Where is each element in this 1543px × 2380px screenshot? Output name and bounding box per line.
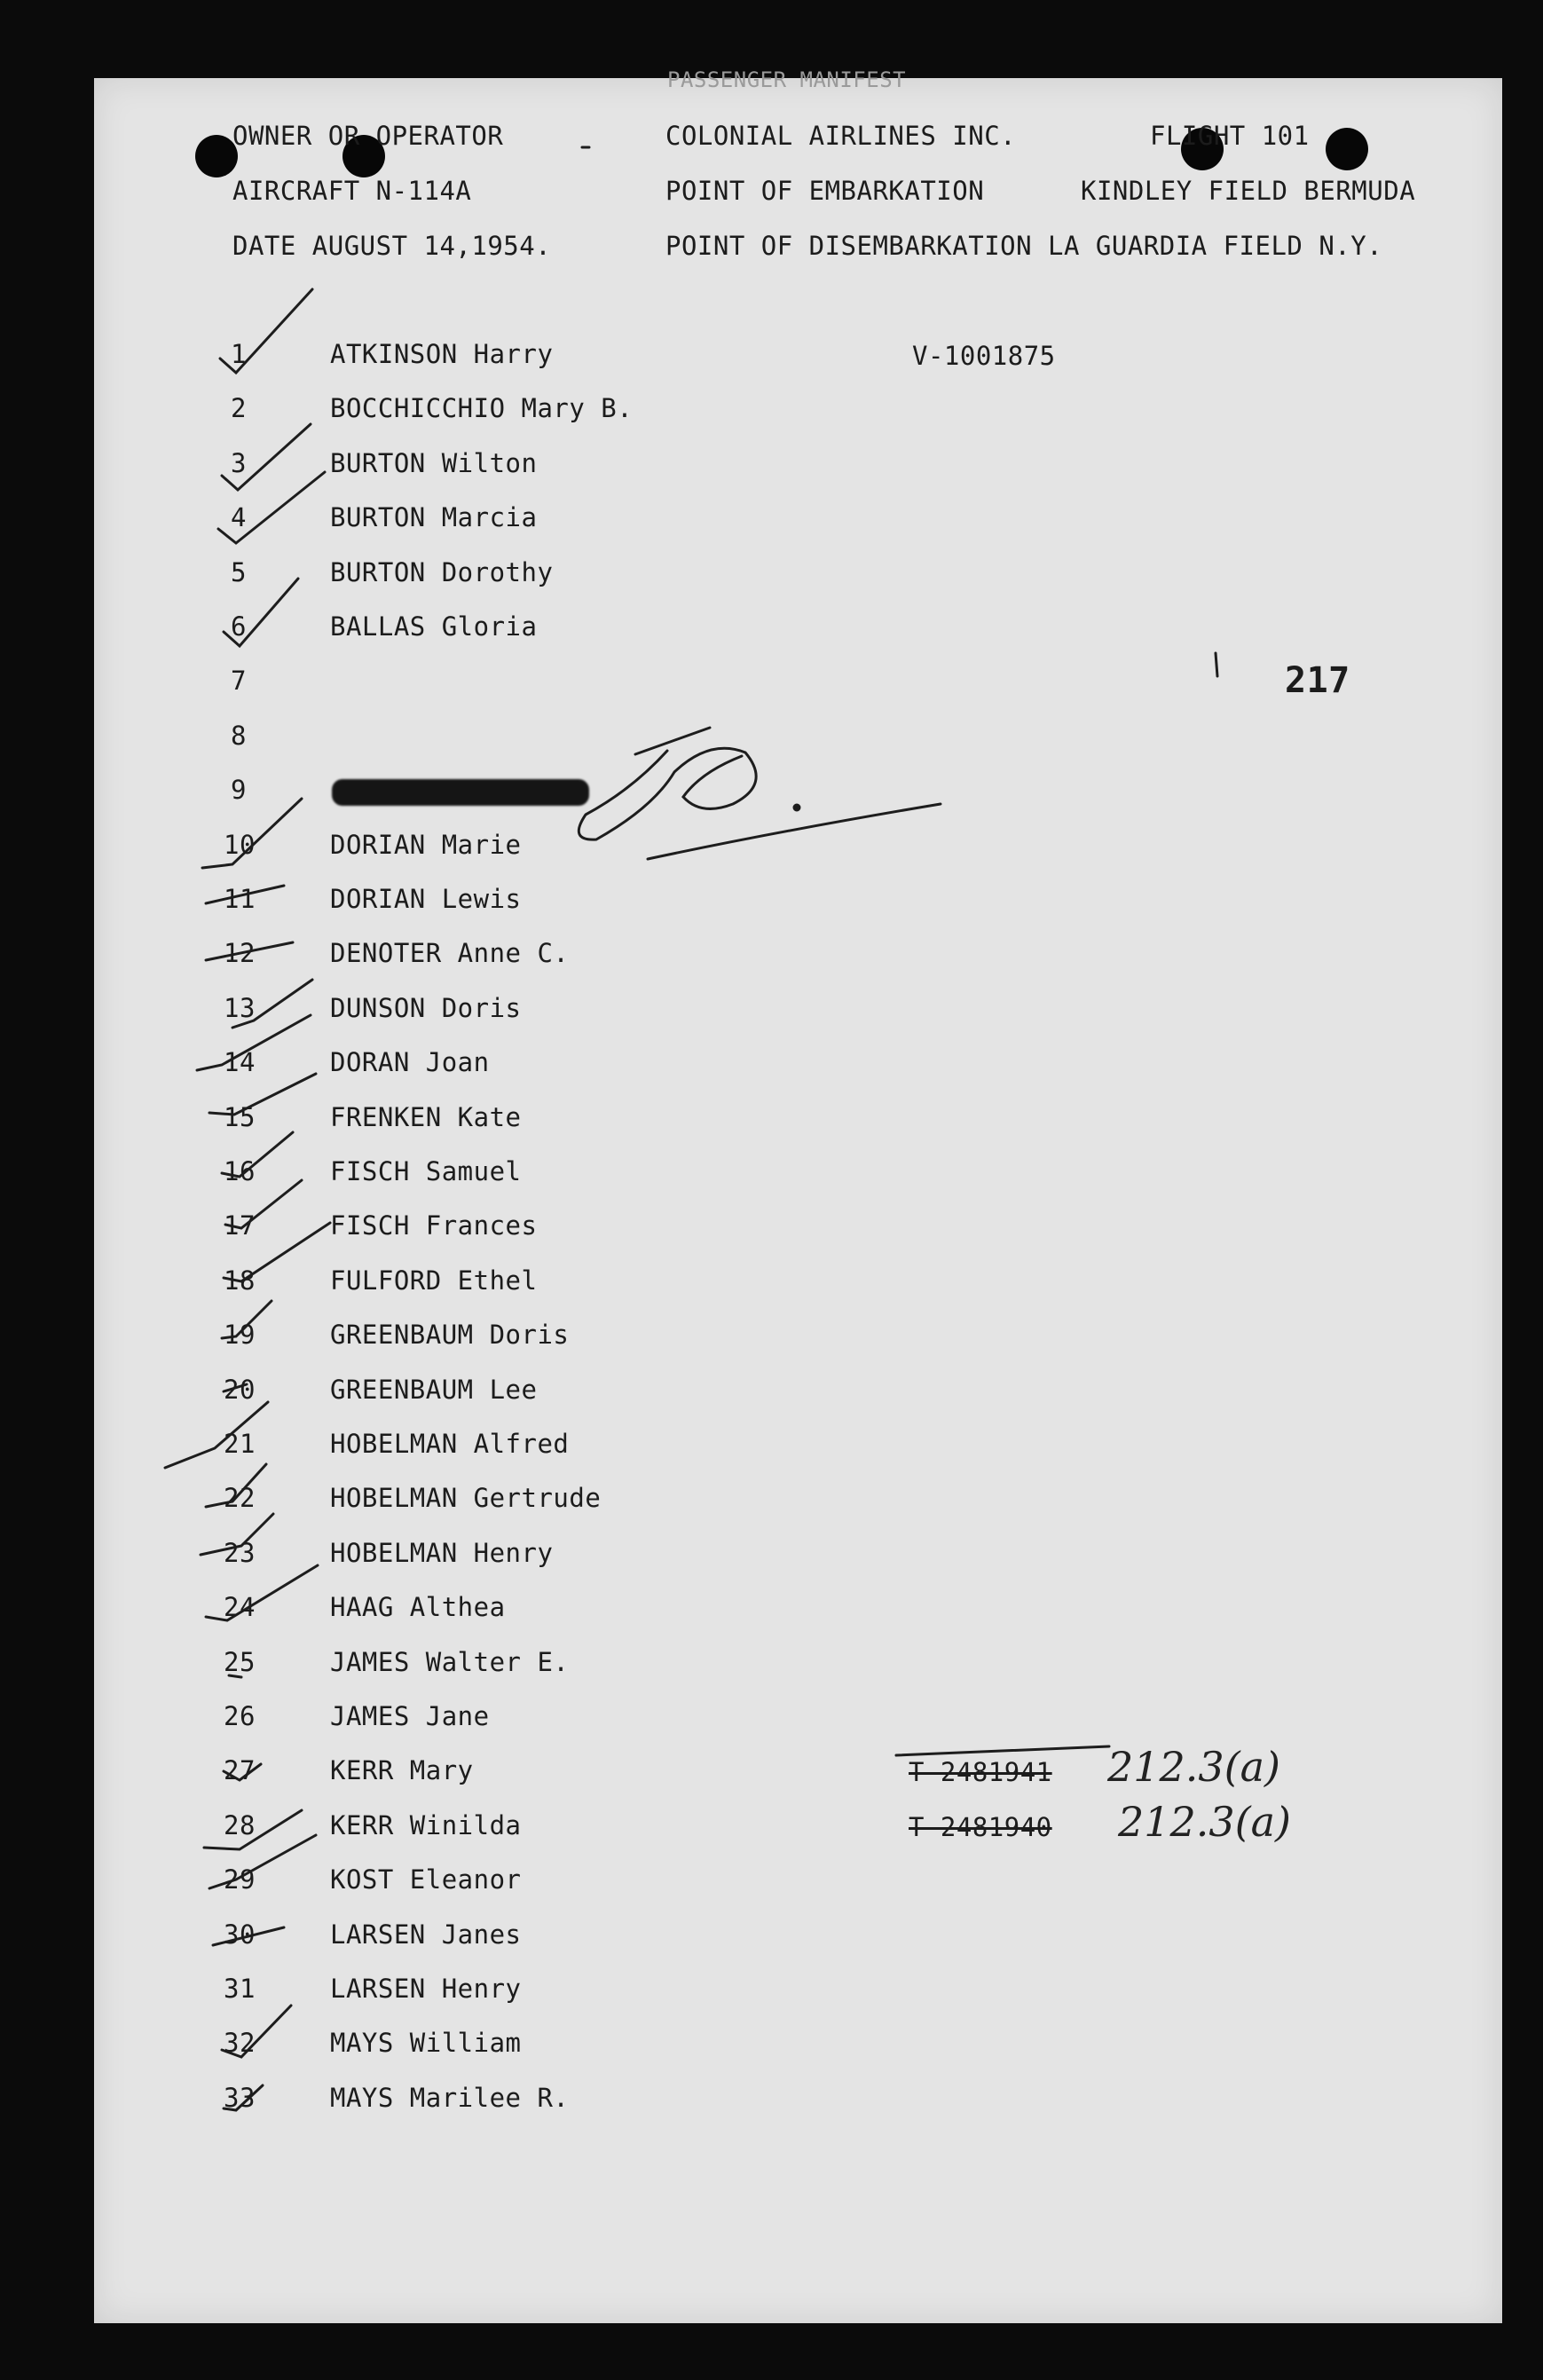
signature-dot [794, 805, 799, 810]
passenger-name: HOBELMAN Henry [330, 1538, 554, 1568]
check-mark [206, 942, 293, 960]
check-mark [222, 1132, 293, 1177]
check-mark [206, 1464, 266, 1507]
passenger-name: BURTON Wilton [330, 448, 538, 478]
passenger-name: KOST Eleanor [330, 1864, 522, 1895]
row-number: 29 [224, 1864, 256, 1895]
aircraft-number: AIRCRAFT N-114A [232, 176, 472, 206]
passenger-name: FISCH Frances [330, 1210, 538, 1241]
passenger-name: DORIAN Marie [330, 830, 522, 860]
row-number: 17 [224, 1210, 256, 1241]
disembarkation-line: POINT OF DISEMBARKATION LA GUARDIA FIELD N.Y. [665, 231, 1383, 261]
row-number: 20 [224, 1375, 256, 1405]
signature-scribble [579, 728, 756, 839]
passenger-name: LARSEN Janes [330, 1919, 522, 1950]
passenger-name: MAYS William [330, 2028, 522, 2058]
check-mark [224, 1384, 247, 1391]
flight-number: FLIGHT 101 [1150, 121, 1310, 151]
passenger-name: DENOTER Anne C. [330, 938, 570, 968]
signature-underline [648, 804, 941, 859]
row-number: 19 [224, 1320, 256, 1350]
passenger-name: BURTON Marcia [330, 502, 538, 532]
row-number: 6 [231, 611, 247, 642]
check-mark [224, 1764, 261, 1780]
check-mark [201, 1514, 273, 1555]
check-mark [229, 1675, 241, 1677]
check-mark [197, 1015, 311, 1070]
kerr-winilda-document-number: T-2481940 [909, 1812, 1052, 1842]
airline-name: COLONIAL AIRLINES INC. [665, 121, 1017, 151]
row-number: 31 [224, 1974, 256, 2004]
passenger-name: GREENBAUM Lee [330, 1375, 538, 1405]
manifest-date: DATE AUGUST 14,1954. [232, 231, 552, 261]
row-number: 10 [224, 830, 256, 860]
kerr-mary-section-code: 212.3(a) [1107, 1743, 1281, 1791]
row-number: 27 [224, 1755, 256, 1785]
row-number: 22 [224, 1483, 256, 1513]
pen-mark [1216, 653, 1217, 676]
passenger-name: FISCH Samuel [330, 1156, 522, 1186]
kerr-mary-document-number: T-2481941 [909, 1757, 1052, 1787]
row-number: 28 [224, 1810, 256, 1840]
check-mark [222, 424, 311, 490]
row-number: 24 [224, 1592, 256, 1622]
row-number: 8 [231, 721, 247, 751]
annotation-strike [896, 1746, 1109, 1755]
row-number: 32 [224, 2028, 256, 2058]
check-mark [202, 799, 302, 868]
check-mark [209, 1835, 316, 1888]
passenger-name: BOCCHICCHIO Mary B. [330, 393, 634, 423]
check-mark [206, 1565, 318, 1620]
row-number: 3 [231, 448, 247, 478]
check-mark [165, 1402, 268, 1468]
passenger-name: BALLAS Gloria [330, 611, 538, 642]
check-mark [222, 1301, 272, 1338]
passenger-name: FULFORD Ethel [330, 1265, 538, 1296]
check-mark [224, 2085, 263, 2110]
check-mark [206, 886, 284, 903]
check-mark [213, 1927, 284, 1945]
row-number: 25 [224, 1647, 256, 1677]
passenger-name: KERR Mary [330, 1755, 474, 1785]
passenger-name: DORIAN Lewis [330, 884, 522, 914]
passenger-name: JAMES Walter E. [330, 1647, 570, 1677]
passenger-name: LARSEN Henry [330, 1974, 522, 2004]
check-mark [209, 1074, 316, 1115]
check-mark [220, 289, 312, 373]
passenger-name: JAMES Jane [330, 1701, 490, 1731]
check-mark [218, 472, 325, 543]
row-number: 12 [224, 938, 256, 968]
row-number: 26 [224, 1701, 256, 1731]
check-mark [204, 1810, 302, 1849]
check-mark [224, 1223, 330, 1281]
row-number: 33 [224, 2083, 256, 2113]
check-mark [224, 579, 298, 646]
row-number: 11 [224, 884, 256, 914]
faded-form-title: PASSENGER MANIFEST [667, 67, 907, 92]
row-number: 1 [231, 339, 247, 369]
passenger-name: DUNSON Doris [330, 993, 522, 1023]
passenger-name: HOBELMAN Alfred [330, 1429, 570, 1459]
passenger-name: BURTON Dorothy [330, 557, 554, 587]
row-number: 9 [231, 775, 247, 805]
passenger-name: FRENKEN Kate [330, 1102, 522, 1132]
check-mark [225, 1180, 302, 1228]
row-number: 18 [224, 1265, 256, 1296]
kerr-winilda-section-code: 212.3(a) [1118, 1798, 1292, 1846]
row-number: 23 [224, 1538, 256, 1568]
owner-operator-label: OWNER OR OPERATOR [232, 121, 504, 151]
row-number: 4 [231, 502, 247, 532]
check-mark [222, 2006, 291, 2057]
passenger-name: KERR Winilda [330, 1810, 522, 1840]
row-number: 30 [224, 1919, 256, 1950]
row-number: 16 [224, 1156, 256, 1186]
embarkation-label: POINT OF EMBARKATION [665, 176, 985, 206]
row-number: 5 [231, 557, 247, 587]
row-number: 21 [224, 1429, 256, 1459]
passenger-name: GREENBAUM Doris [330, 1320, 570, 1350]
visa-number: V-1001875 [912, 341, 1056, 371]
passenger-name: DORAN Joan [330, 1047, 490, 1077]
passenger-name: HOBELMAN Gertrude [330, 1483, 602, 1513]
row-number: 15 [224, 1102, 256, 1132]
passenger-name: MAYS Marilee R. [330, 2083, 570, 2113]
row-number: 7 [231, 666, 247, 696]
row-number: 14 [224, 1047, 256, 1077]
page-number: 217 [1285, 660, 1350, 701]
passenger-name: ATKINSON Harry [330, 339, 554, 369]
passenger-name: HAAG Althea [330, 1592, 506, 1622]
embarkation-value: KINDLEY FIELD BERMUDA [1081, 176, 1416, 206]
row-number: 2 [231, 393, 247, 423]
row-number: 13 [224, 993, 256, 1023]
